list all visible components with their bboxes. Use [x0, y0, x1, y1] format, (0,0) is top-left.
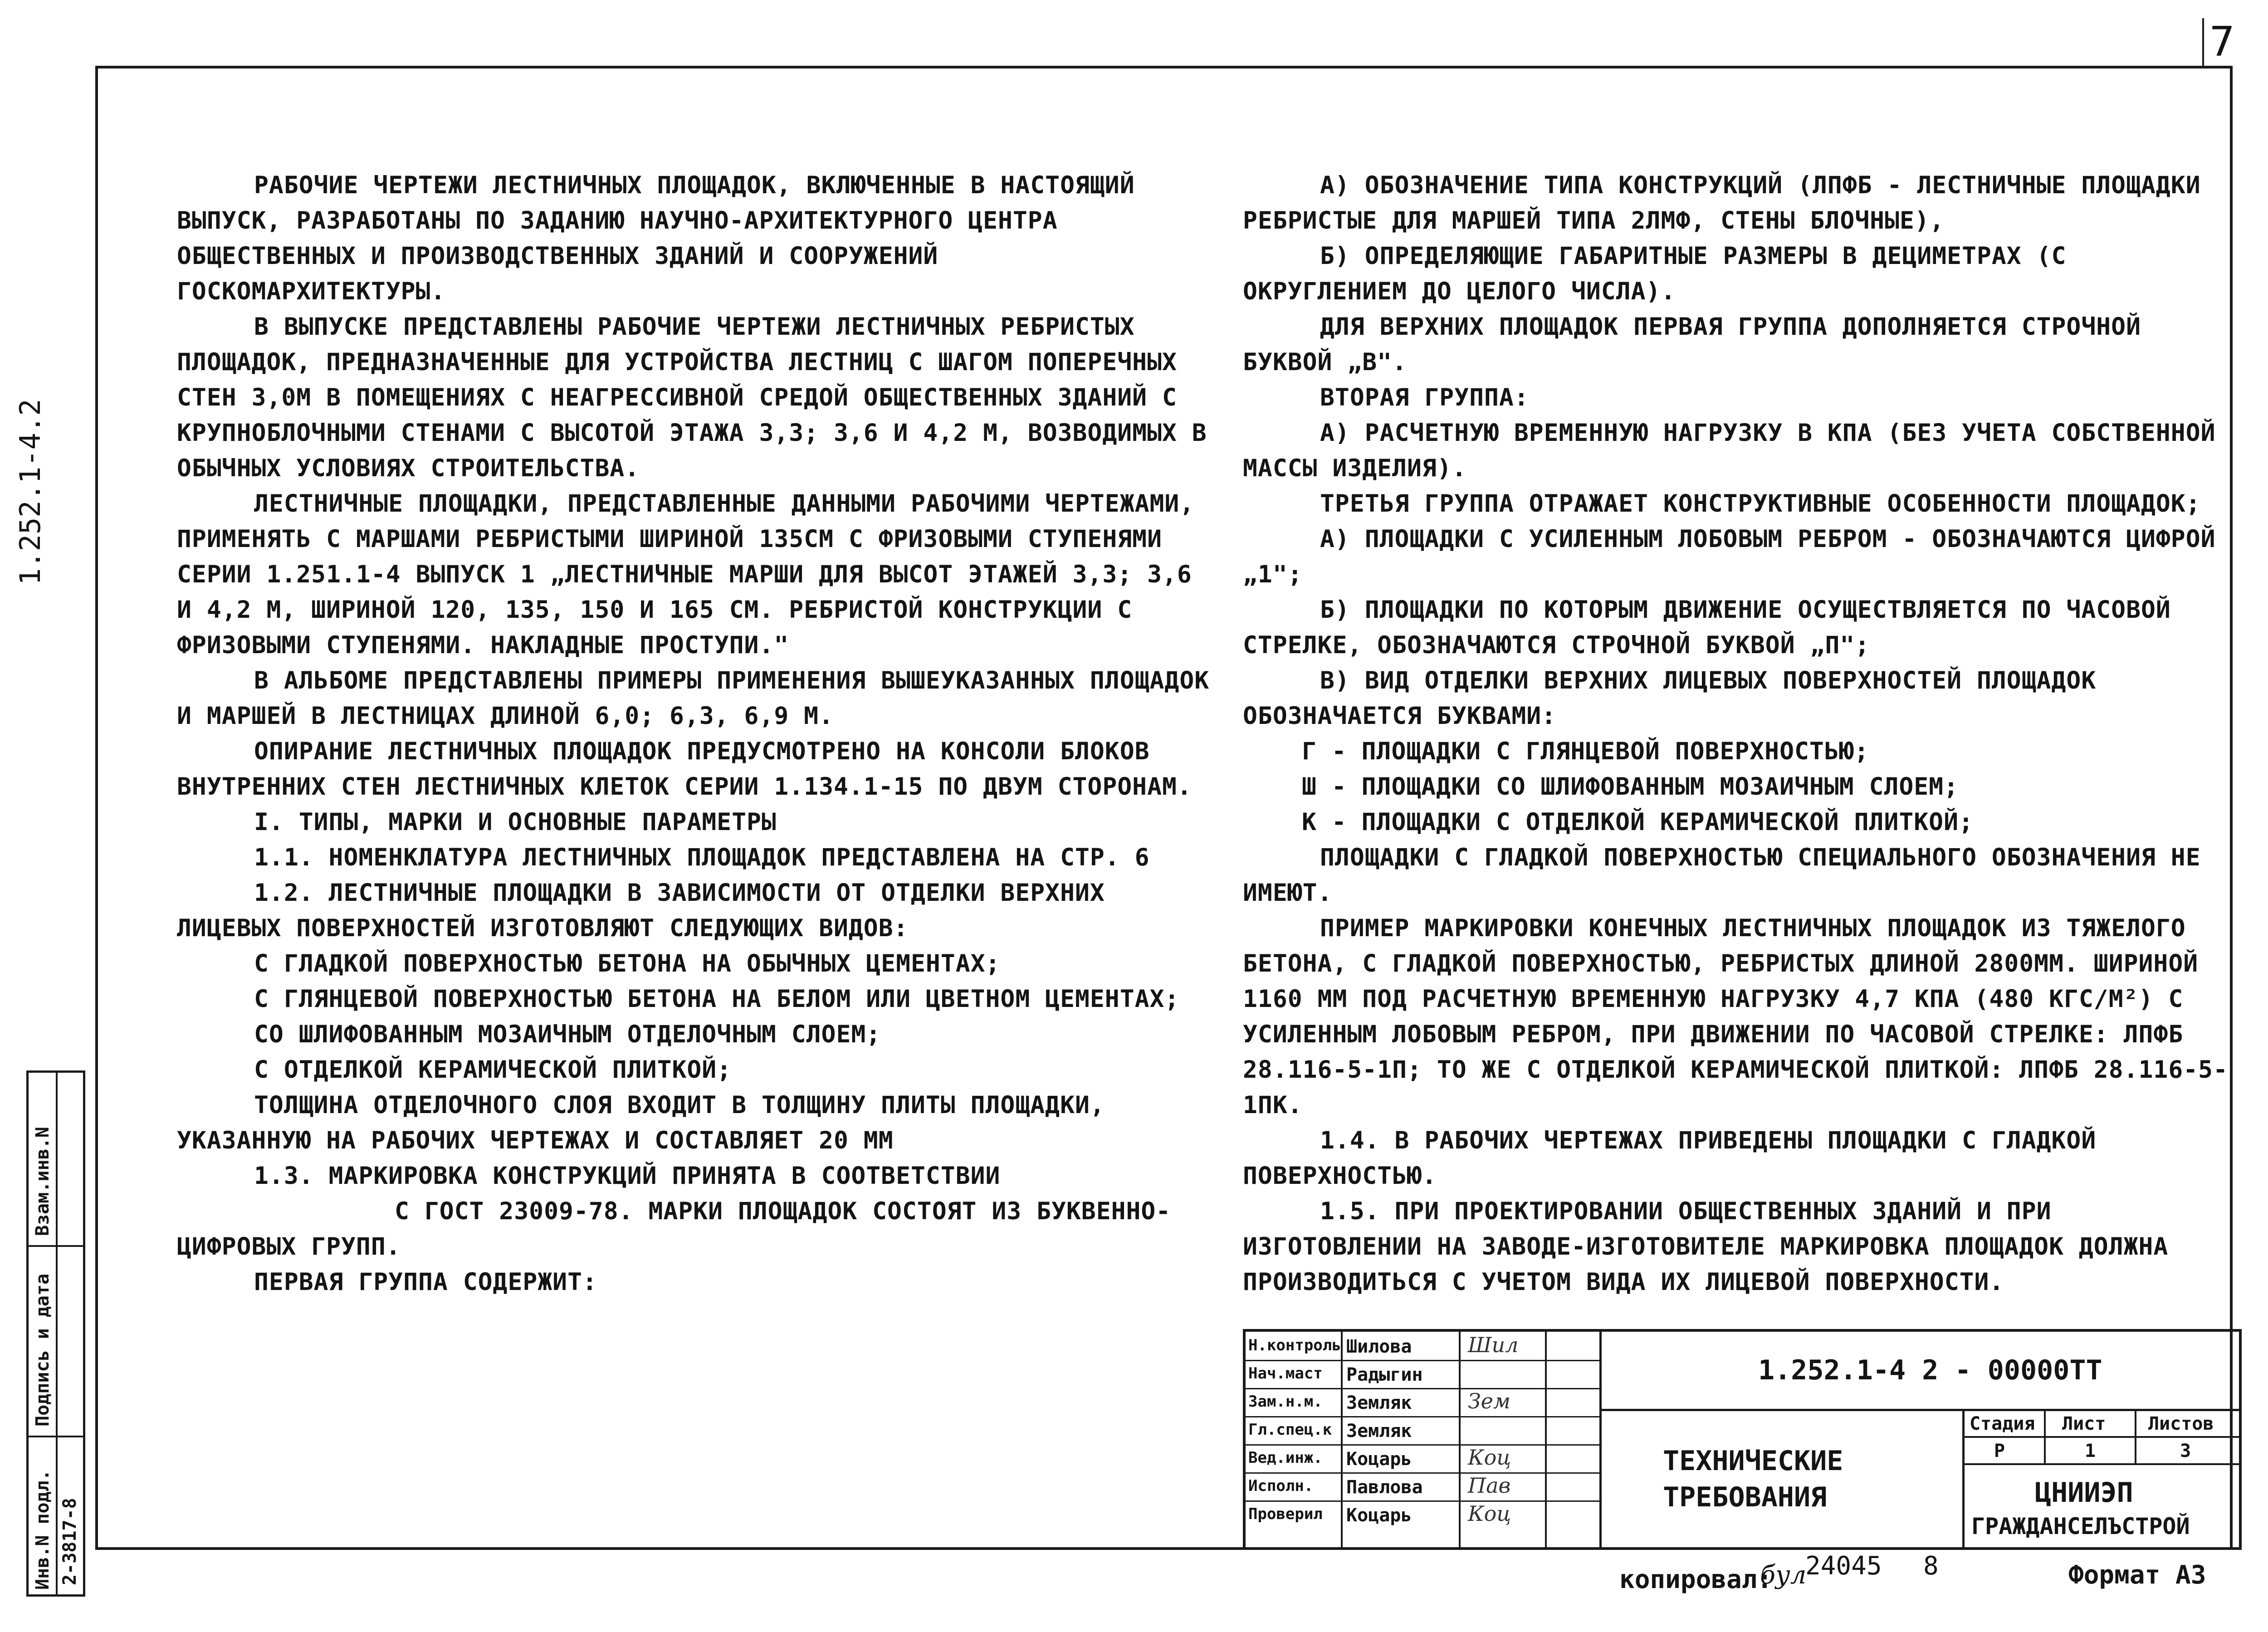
text-paragraph: 1.4. В РАБОЧИХ ЧЕРТЕЖАХ ПРИВЕДЕНЫ ПЛОЩАДКИ С ГЛАДКОЙ ПОВЕРХНОСТЬЮ.	[1243, 1127, 2097, 1190]
text-paragraph: ОПИРАНИЕ ЛЕСТНИЧНЫХ ПЛОЩАДОК ПРЕДУСМОТРЕНО НА КОНСОЛИ БЛОКОВ ВНУТРЕННИХ СТЕН ЛЕСТНИЧНЫХ КЛЕТОК СЕРИИ 1.134.1-15 ПО ДВУМ СТОРОНАМ.	[177, 738, 1192, 801]
text-paragraph: ТОЛЩИНА ОТДЕЛОЧНОГО СЛОЯ ВХОДИТ В ТОЛЩИНУ ПЛИТЫ ПЛОЩАДКИ, УКАЗАННУЮ НА РАБОЧИХ ЧЕРТЕЖАХ И СОСТАВЛЯЕТ 20 ММ	[177, 1091, 1105, 1154]
role-label: Проверил	[1248, 1505, 1323, 1523]
tb-divider	[1545, 1332, 1547, 1547]
text-paragraph: 1.3. МАРКИРОВКА КОНСТРУКЦИЙ ПРИНЯТА В СООТВЕТСТВИИ	[254, 1162, 1001, 1190]
text-paragraph: С ГЛЯНЦЕВОЙ ПОВЕРХНОСТЬЮ БЕТОНА НА БЕЛОМ ИЛИ ЦВЕТНОМ ЦЕМЕНТАХ;	[254, 985, 1180, 1013]
replacement-inventory-label: Взам.инв.N	[32, 1127, 53, 1236]
signature-date-label: Подпись и дата	[32, 1273, 53, 1427]
copied-by-label: копировал:	[1619, 1565, 1773, 1594]
text-paragraph: I. ТИПЫ, МАРКИ И ОСНОВНЫЕ ПАРАМЕТРЫ	[254, 808, 777, 836]
text-paragraph: С ГЛАДКОЙ ПОВЕРХНОСТЬЮ БЕТОНА НА ОБЫЧНЫХ ЦЕМЕНТАХ;	[254, 950, 1001, 977]
tb-divider	[1341, 1332, 1343, 1547]
document-code: 1.252.1-4 2 - 00000ТТ	[1758, 1354, 2102, 1386]
stage-value: Р	[1994, 1441, 2005, 1461]
sheets-value: 3	[2180, 1441, 2191, 1461]
text-paragraph: ПЕРВАЯ ГРУППА СОДЕРЖИТ:	[254, 1268, 597, 1296]
handwritten-signature: Шил	[1468, 1333, 1519, 1357]
person-name: Радыгин	[1346, 1364, 1423, 1385]
tb-divider	[1599, 1409, 2239, 1411]
tb-divider	[1246, 1472, 1599, 1474]
person-name: Земляк	[1346, 1421, 1412, 1441]
sheet-label: Лист	[2062, 1413, 2106, 1434]
text-paragraph: К - ПЛОЩАДКИ С ОТДЕЛКОЙ КЕРАМИЧЕСКОЙ ПЛИТКОЙ;	[1302, 808, 1974, 836]
role-label: Зам.н.м.	[1248, 1393, 1323, 1411]
tb-divider	[1599, 1332, 1602, 1547]
text-paragraph: Ш - ПЛОЩАДКИ СО ШЛИФОВАННЫМ МОЗАИЧНЫМ СЛОЕМ;	[1302, 773, 1959, 801]
stamp-divider	[29, 1245, 83, 1247]
role-label: Вед.инж.	[1248, 1449, 1323, 1467]
text-paragraph: Б) ПЛОЩАДКИ ПО КОТОРЫМ ДВИЖЕНИЕ ОСУЩЕСТВЛЯЕТСЯ ПО ЧАСОВОЙ СТРЕЛКЕ, ОБОЗНАЧАЮТСЯ СТРОЧНОЙ БУКВОЙ „П";	[1243, 596, 2171, 659]
role-label: Гл.спец.к	[1248, 1421, 1332, 1439]
text-paragraph: ЛЕСТНИЧНЫЕ ПЛОЩАДКИ, ПРЕДСТАВЛЕННЫЕ ДАННЫМИ РАБОЧИМИ ЧЕРТЕЖАМИ, ПРИМЕНЯТЬ С МАРШАМИ РЕБРИСТЫМИ ШИРИНОЙ 135СМ С ФРИЗОВЫМИ СТУПЕНЯМИ СЕРИИ 1.251.1-4 ВЫПУСК 1 „ЛЕСТНИЧНЫЕ МАРШИ ДЛЯ ВЫСОТ ЭТАЖЕЙ 3,3; 3,6 И 4,2 М, ШИРИНОЙ 120, 135, 150 И 165 СМ. РЕБРИСТОЙ КОНСТРУКЦИИ С ФРИЗОВЫМИ СТУПЕНЯМИ. НАКЛАДНЫЕ ПРОСТУПИ."	[177, 490, 1195, 659]
organization-line1: ЦНИИЭП	[2035, 1477, 2133, 1509]
role-label: Н.контроль	[1248, 1336, 1341, 1354]
text-paragraph: 1.5. ПРИ ПРОЕКТИРОВАНИИ ОБЩЕСТВЕННЫХ ЗДАНИЙ И ПРИ ИЗГОТОВЛЕНИИ НА ЗАВОДЕ-ИЗГОТОВИТЕЛЕ МАРКИРОВКА ПЛОЩАДОК ДОЛЖНА ПРОИЗВОДИТЬСЯ С УЧЕТОМ ВИДА ИХ ЛИЦЕВОЙ ПОВЕРХНОСТИ.	[1243, 1197, 2169, 1296]
tb-divider	[1246, 1360, 1599, 1361]
handwritten-signature: Зем	[1468, 1389, 1511, 1413]
text-paragraph: РАБОЧИЕ ЧЕРТЕЖИ ЛЕСТНИЧНЫХ ПЛОЩАДОК, ВКЛЮЧЕННЫЕ В НАСТОЯЩИЙ ВЫПУСК, РАЗРАБОТАНЫ ПО ЗАДАНИЮ НАУЧНО-АРХИТЕКТУРНОГО ЦЕНТРА ОБЩЕСТВЕННЫХ И ПРОИЗВОДСТВЕННЫХ ЗДАНИЙ И СООРУЖЕНИЙ ГОСКОМАРХИТЕКТУРЫ.	[177, 171, 1135, 305]
text-paragraph: ПЛОЩАДКИ С ГЛАДКОЙ ПОВЕРХНОСТЬЮ СПЕЦИАЛЬНОГО ОБОЗНАЧЕНИЯ НЕ ИМЕЮТ.	[1243, 844, 2201, 907]
tb-divider	[2044, 1409, 2046, 1463]
person-name: Коцарь	[1346, 1449, 1412, 1470]
tb-divider	[1246, 1416, 1599, 1417]
sheet-title-line2: ТРЕБОВАНИЯ	[1663, 1481, 1827, 1513]
person-name: Шилова	[1346, 1336, 1412, 1357]
role-label: Исполн.	[1248, 1477, 1314, 1495]
sheet-value: 1	[2085, 1441, 2096, 1461]
stamp-divider	[56, 1073, 58, 1594]
stage-label: Стадия	[1970, 1413, 2035, 1434]
tb-divider	[1246, 1388, 1599, 1389]
order-number: 24045	[1805, 1551, 1882, 1581]
text-paragraph: 1.1. НОМЕНКЛАТУРА ЛЕСТНИЧНЫХ ПЛОЩАДОК ПРЕДСТАВЛЕНА НА СТР. 6	[254, 844, 1150, 871]
inventory-number-value: 2-3817-8	[59, 1498, 80, 1585]
person-name: Земляк	[1346, 1393, 1412, 1413]
left-text-column	[177, 168, 1211, 1300]
text-paragraph: Г - ПЛОЩАДКИ С ГЛЯНЦЕВОЙ ПОВЕРХНОСТЬЮ;	[1302, 738, 1869, 765]
tb-divider	[2135, 1409, 2136, 1463]
handwritten-signature: Пав	[1468, 1473, 1511, 1498]
text-paragraph: А) ПЛОЩАДКИ С УСИЛЕННЫМ ЛОБОВЫМ РЕБРОМ - ОБОЗНАЧАЮТСЯ ЦИФРОЙ „1";	[1243, 525, 2216, 588]
sheet-number: 7	[2209, 18, 2235, 66]
tb-divider	[1246, 1444, 1599, 1446]
tb-divider	[1962, 1409, 1965, 1547]
text-paragraph: СО ШЛИФОВАННЫМ МОЗАИЧНЫМ ОТДЕЛОЧНЫМ СЛОЕМ;	[254, 1021, 881, 1048]
text-paragraph: ТРЕТЬЯ ГРУППА ОТРАЖАЕТ КОНСТРУКТИВНЫЕ ОСОБЕННОСТИ ПЛОЩАДОК;	[1320, 490, 2201, 518]
person-name: Коцарь	[1346, 1505, 1412, 1526]
copied-by-signature: бул	[1760, 1560, 1807, 1590]
handwritten-signature: Коц	[1468, 1445, 1511, 1470]
text-paragraph: А) РАСЧЕТНУЮ ВРЕМЕННУЮ НАГРУЗКУ В КПА (БЕЗ УЧЕТА СОБСТВЕННОЙ МАССЫ ИЗДЕЛИЯ).	[1243, 419, 2216, 482]
text-paragraph: В АЛЬБОМЕ ПРЕДСТАВЛЕНЫ ПРИМЕРЫ ПРИМЕНЕНИЯ ВЫШЕУКАЗАННЫХ ПЛОЩАДОК И МАРШЕЙ В ЛЕСТНИЦАХ ДЛИНОЙ 6,0; 6,3, 6,9 М.	[177, 667, 1210, 730]
sheet-number-divider	[2202, 18, 2204, 68]
text-paragraph: ВТОРАЯ ГРУППА:	[1320, 384, 1529, 411]
handwritten-signature: Коц	[1468, 1501, 1511, 1526]
side-document-code: 1.252.1-4.2	[14, 399, 47, 585]
text-paragraph: В) ВИД ОТДЕЛКИ ВЕРХНИХ ЛИЦЕВЫХ ПОВЕРХНОСТЕЙ ПЛОЩАДОК ОБОЗНАЧАЕТСЯ БУКВАМИ:	[1243, 667, 2097, 730]
text-paragraph: 1.2. ЛЕСТНИЧНЫЕ ПЛОЩАДКИ В ЗАВИСИМОСТИ ОТ ОТДЕЛКИ ВЕРХНИХ ЛИЦЕВЫХ ПОВЕРХНОСТЕЙ ИЗГОТОВЛЯЮТ СЛЕДУЮЩИХ ВИДОВ:	[177, 879, 1105, 942]
text-paragraph: В ВЫПУСКЕ ПРЕДСТАВЛЕНЫ РАБОЧИЕ ЧЕРТЕЖИ ЛЕСТНИЧНЫХ РЕБРИСТЫХ ПЛОЩАДОК, ПРЕДНАЗНАЧЕННЫЕ ДЛЯ УСТРОЙСТВА ЛЕСТНИЦ С ШАГОМ ПОПЕРЕЧНЫХ СТЕН 3,0М В ПОМЕЩЕНИЯХ С НЕАГРЕССИВНОЙ СРЕДОЙ ОБЩЕСТВЕННЫХ ЗДАНИЙ С КРУПНОБЛОЧНЫМИ СТЕНАМИ С ВЫСОТОЙ ЭТАЖА 3,3; 3,6 И 4,2 М, ВОЗВОДИМЫХ В ОБЫЧНЫХ УСЛОВИЯХ СТРОИТЕЛЬСТВА.	[177, 313, 1207, 482]
stamp-divider	[29, 1436, 83, 1437]
right-text-column	[1243, 168, 2232, 1300]
sheet-title-line1: ТЕХНИЧЕСКИЕ	[1663, 1445, 1843, 1477]
tb-divider	[1459, 1332, 1461, 1547]
role-label: Нач.маст	[1248, 1364, 1323, 1383]
text-paragraph: Б) ОПРЕДЕЛЯЮЩИЕ ГАБАРИТНЫЕ РАЗМЕРЫ В ДЕЦИМЕТРАХ (С ОКРУГЛЕНИЕМ ДО ЦЕЛОГО ЧИСЛА).	[1243, 242, 2067, 305]
title-block	[1243, 1329, 2242, 1550]
inventory-number-label: Инв.N подл.	[32, 1470, 53, 1590]
tb-divider	[1962, 1436, 2239, 1438]
text-paragraph: ПРИМЕР МАРКИРОВКИ КОНЕЧНЫХ ЛЕСТНИЧНЫХ ПЛОЩАДОК ИЗ ТЯЖЕЛОГО БЕТОНА, С ГЛАДКОЙ ПОВЕРХНОСТЬЮ, РЕБРИСТЫХ ДЛИНОЙ 2800ММ. ШИРИНОЙ 1160 ММ ПОД РАСЧЕТНУЮ ВРЕМЕННУЮ НАГРУЗКУ 4,7 КПА (480 КГС/М²) С УСИЛЕННЫМ ЛОБОВЫМ РЕБРОМ, ПРИ ДВИЖЕНИИ ПО ЧАСОВОЙ СТРЕЛКЕ: ЛПФБ 28.116-5-1П; ТО ЖЕ С ОТДЕЛКОЙ КЕРАМИЧЕСКОЙ ПЛИТКОЙ: ЛПФБ 28.116-5-1ПК.	[1243, 914, 2228, 1119]
text-paragraph: С ГОСТ 23009-78. МАРКИ ПЛОЩАДОК СОСТОЯТ ИЗ БУКВЕННО-ЦИФРОВЫХ ГРУПП.	[177, 1197, 1171, 1261]
copy-number: 8	[1923, 1551, 1939, 1581]
sheets-label: Листов	[2148, 1413, 2214, 1434]
text-paragraph: ДЛЯ ВЕРХНИХ ПЛОЩАДОК ПЕРВАЯ ГРУППА ДОПОЛНЯЕТСЯ СТРОЧНОЙ БУКВОЙ „В".	[1243, 313, 2141, 376]
text-paragraph: С ОТДЕЛКОЙ КЕРАМИЧЕСКОЙ ПЛИТКОЙ;	[254, 1056, 732, 1084]
tb-divider	[1962, 1463, 2239, 1465]
text-paragraph: А) ОБОЗНАЧЕНИЕ ТИПА КОНСТРУКЦИЙ (ЛПФБ - ЛЕСТНИЧНЫЕ ПЛОЩАДКИ РЕБРИСТЫЕ ДЛЯ МАРШЕЙ ТИПА 2ЛМФ, СТЕНЫ БЛОЧНЫЕ),	[1243, 171, 2201, 235]
paper-format: Формат А3	[2068, 1560, 2206, 1590]
inventory-stamp	[26, 1070, 85, 1597]
tb-divider	[1246, 1500, 1599, 1502]
person-name: Павлова	[1346, 1477, 1423, 1498]
organization-line2: ГРАЖДАНСЕЛЪСТРОЙ	[1971, 1513, 2190, 1539]
